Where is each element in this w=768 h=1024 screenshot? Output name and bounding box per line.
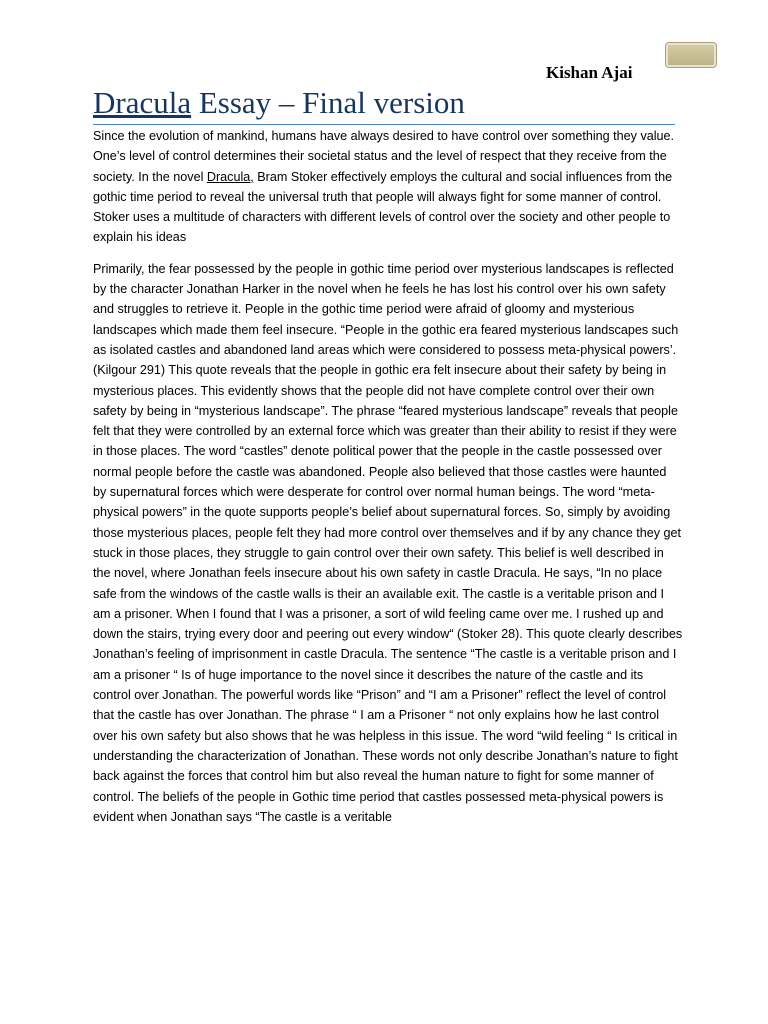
corner-tab-button[interactable] (666, 43, 716, 67)
intro-text-start: Since the evolution of mankind, humans have always desired to have control over something they value. One’s level of control determines their societal status and the level of respect that they receive from the society. In the novel (93, 129, 675, 184)
author-name: Kishan Ajai (546, 63, 633, 82)
body-paragraph: Primarily, the fear possessed by the people in gothic time period over mysterious landscapes is reflected by the character Jonathan Harker in the novel when he feels he has lost his control over his own safety and struggles to retrieve it. People in the gothic time period were afraid of gloomy and mysterious landscapes which made them feel insecure. “People in the gothic era feared mysterious landscapes such as isolated castles and abandoned land areas which were considered to possess meta-physical powers’. (Kilgour 291) This quote reveals that the people in gothic era felt insecure about their safety by being in mysterious places. This evidently shows that the people did not have complete control over their own safety by being in “mysterious landscape”. The phrase “feared mysterious landscape” reveals that people felt that they were controlled by an external force which was greater than their ability to resist if they were in those places. The word “castles” denote political power that the people in the castle possessed over normal people before the castle was abandoned. People also believed that those castles were haunted by supernatural forces which were desperate for control over normal human beings. The word “meta-physical powers” in the quote supports people’s belief about supernatural forces. So, simply by avoiding those mysterious places, people felt they had more control over themselves and if by any chance they get stuck in those places, they struggle to gain control over their own safety. This belief is well described in the novel, where Jonathan feels insecure about his own safety in castle Dracula. He says, “In no place safe from the windows of the castle walls is their an available exit. The castle is a veritable prison and I am a prisoner. When I found that I was a prisoner, a sort of wild feeling came over me. I rushed up and down the stairs, trying every door and peering out every window“ (Stoker 28). This quote clearly describes Jonathan’s feeling of imprisonment in castle Dracula. The sentence “The castle is a veritable prison and I am a prisoner “ Is of huge importance to the novel since it describes the nature of the castle and its control over Jonathan. The powerful words like “Prison” and “I am a Prisoner” reflect the level of control that the castle has over Jonathan. The phrase “ I am a Prisoner “ not only explains how he last control over his own safety but also shows that he was helpless in this issue. The word “wild feeling “ Is critical in understanding the characterization of Jonathan. These words not only describe Jonathan’s nature to fight back against the forces that control him but also reveal the human nature to fight for some manner of control. The beliefs of the people in Gothic time period that castles possessed meta-physical powers is evident when Jonathan says “The castle is a veritable (93, 261, 683, 824)
title-novel-name: Dracula (93, 85, 192, 120)
title-rest: Essay – Final version (191, 85, 465, 120)
intro-paragraph (93, 126, 683, 248)
intro-text-end: Bram Stoker effectively employs the cultural and social influences from the gothic time period to reveal the universal truth that people will always fight for some manner of control. Stoker uses a multitude of characters with different levels of control over the society and other people to explain his ideas (93, 169, 673, 245)
novel-title-reference: Dracula, (206, 169, 254, 184)
essay-body (93, 126, 683, 838)
document-title (93, 84, 675, 125)
